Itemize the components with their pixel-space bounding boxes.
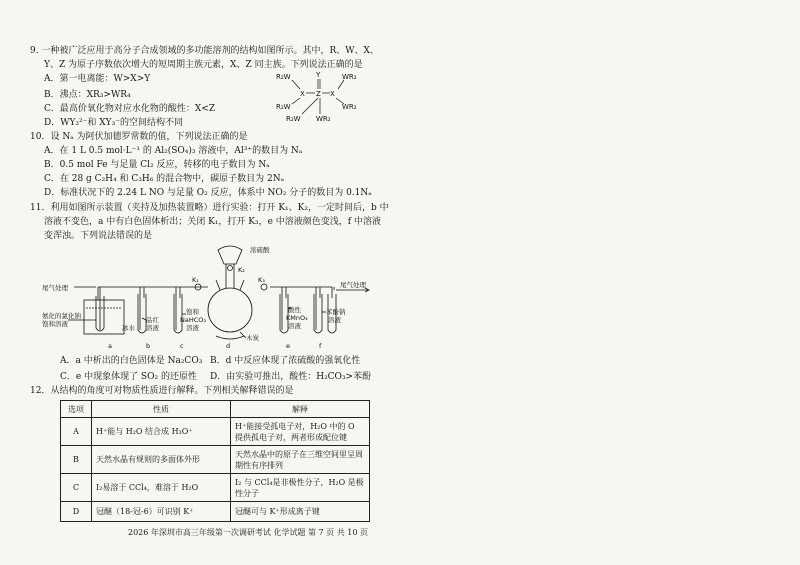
label-c-line3: 溶液	[186, 324, 199, 332]
k2-label: K₂	[238, 266, 245, 274]
struct-x-right: X	[330, 90, 335, 98]
q12-stem: 12．从结构的角度可对物质性质进行解释。下列相关解释错误的是	[30, 386, 294, 396]
row-d-explanation: 冠醚可与 K⁺形成离子键	[231, 502, 370, 522]
q11-option-c: C．e 中现象体现了 SO₂ 的还原性	[60, 372, 197, 382]
q9-stem-line2: Y、Z 为原子序数依次增大的短周期主族元素，X、Z 同主族。下列说法正确的是	[44, 60, 363, 70]
tail-gas-right-label: 尾气处理	[340, 281, 366, 289]
tube-b-label: b	[146, 342, 151, 350]
struct-z-center: Z	[316, 90, 321, 98]
q9-option-d: D．WY₃²⁻和 XY₃⁻的空间结构不同	[44, 118, 183, 128]
page-footer: 2026 年深圳市高三年级第一次调研考试 化学试题 第 7 页 共 10 页	[128, 528, 368, 537]
tube-f-label: f	[319, 342, 322, 350]
label-b-line1: 品红	[146, 316, 159, 324]
label-e-line1: 酸性	[288, 306, 301, 314]
row-a-explanation: H⁺能接受孤电子对，H₂O 中的 O 提供孤电子对，两者形成配位键	[231, 418, 370, 446]
table-row	[61, 502, 370, 522]
struct-x-left: X	[300, 90, 305, 98]
q11-stem-line3: 变浑浊。下列说法错误的是	[44, 231, 153, 241]
tube-e-label: e	[286, 342, 290, 350]
label-e-line2: KMnO₄	[286, 314, 308, 322]
ice-water-label: 冰水	[122, 324, 135, 332]
q11-option-a: A．a 中析出的白色固体是 Na₂CO₃	[60, 356, 203, 366]
label-b-line2: 溶液	[146, 324, 159, 332]
table-row	[61, 418, 370, 446]
tube-c-label: c	[180, 342, 184, 350]
q10-option-c: C．在 28 g C₂H₄ 和 C₃H₆ 的混合物中，碳原子数目为 2Nₐ	[44, 174, 285, 184]
q11-apparatus-diagram	[40, 242, 400, 354]
q9-stem-line1: 9. 一种被广泛应用于高分子合成领域的多功能溶剂的结构如图所示。其中，R、W、X、	[30, 46, 379, 56]
struct-r2w-top-left: R₂W	[276, 73, 291, 81]
charcoal-label: 木炭	[246, 334, 259, 342]
q12-table-header-row	[61, 401, 370, 418]
q9-option-c: C．最高价氧化物对应水化物的酸性：X<Z	[44, 104, 216, 114]
struct-y-top: Y	[316, 71, 321, 79]
row-b-property: 天然水晶有规则的多面体外形	[92, 446, 231, 474]
flask-d-label: d	[226, 342, 231, 350]
struct-r2w-bottom-left: R₂W	[276, 103, 291, 111]
q9-structure-diagram	[272, 70, 372, 126]
q12-header-option: 选项	[61, 401, 92, 418]
row-b-option: B	[61, 446, 92, 474]
q12-table	[60, 400, 370, 522]
label-a-line1: 氨化的氯化钠	[42, 312, 81, 320]
k3-label: K₃	[258, 276, 265, 284]
label-e-line3: 溶液	[288, 322, 301, 330]
q9-option-a: A．第一电离能：W>X>Y	[44, 74, 151, 84]
conc-sulfuric-acid-label: 浓硫酸	[250, 246, 270, 254]
label-c-line2: NaHCO₃	[180, 316, 206, 324]
tube-a-label: a	[108, 342, 112, 350]
row-b-explanation: 天然水晶中的原子在三维空间里呈周期性有序排列	[231, 446, 370, 474]
label-f-line2: 溶液	[328, 316, 341, 324]
label-f-line1: 苯酚钠	[326, 308, 346, 316]
table-row	[61, 474, 370, 502]
row-c-option: C	[61, 474, 92, 502]
q10-option-d: D．标准状况下的 2.24 L NO 与足量 O₂ 反应，体系中 NO₂ 分子的数目为 0.1Nₐ	[44, 188, 372, 198]
row-c-property: I₂易溶于 CCl₄，难溶于 H₂O	[92, 474, 231, 502]
label-a-line2: 饱和溶液	[42, 320, 68, 328]
struct-r2w-bottom: R₂W	[286, 115, 301, 123]
q9-option-b: B．沸点：XR₃>WR₄	[44, 90, 131, 100]
q12-header-explanation: 解释	[231, 401, 370, 418]
q10-option-a: A．在 1 L 0.5 mol·L⁻¹ 的 Al₂(SO₄)₃ 溶液中，Al³⁺的数目为 Nₐ	[44, 146, 303, 156]
row-c-explanation: I₂ 与 CCl₄是非极性分子，H₂O 是极性分子	[231, 474, 370, 502]
row-d-option: D	[61, 502, 92, 522]
q11-stem-line2: 溶液不变色，a 中有白色固体析出；关闭 K₁，打开 K₃，e 中溶液颜色变浅，f 中溶液	[44, 217, 381, 227]
table-row	[61, 446, 370, 474]
q11-option-d: D．由实验可推出，酸性：H₂CO₃>苯酚	[210, 372, 372, 382]
q12-header-property: 性质	[92, 401, 231, 418]
row-a-option: A	[61, 418, 92, 446]
label-c-line1: 饱和	[186, 308, 199, 316]
row-a-property: H⁺能与 H₂O 结合成 H₃O⁺	[92, 418, 231, 446]
row-d-property: 冠醚（18-冠-6）可识别 K⁺	[92, 502, 231, 522]
k1-label: K₁	[192, 276, 199, 284]
tail-gas-left-label: 尾气处理	[42, 284, 68, 292]
q10-option-b: B．0.5 mol Fe 与足量 Cl₂ 反应，转移的电子数目为 Nₐ	[44, 160, 270, 170]
q11-stem-line1: 11．利用如图所示装置（夹持及加热装置略）进行实验：打开 K₁、K₂，一定时间后，b 中	[30, 203, 389, 213]
struct-wr2-bottom-right: WR₂	[342, 103, 357, 111]
q11-option-b: B．d 中反应体现了浓硫酸的强氧化性	[210, 356, 361, 366]
q10-stem: 10．设 Nₐ 为阿伏加德罗常数的值，下列说法正确的是	[30, 132, 248, 142]
struct-wr2-bottom: WR₂	[316, 115, 331, 123]
struct-wr2-top-right: WR₂	[342, 73, 357, 81]
